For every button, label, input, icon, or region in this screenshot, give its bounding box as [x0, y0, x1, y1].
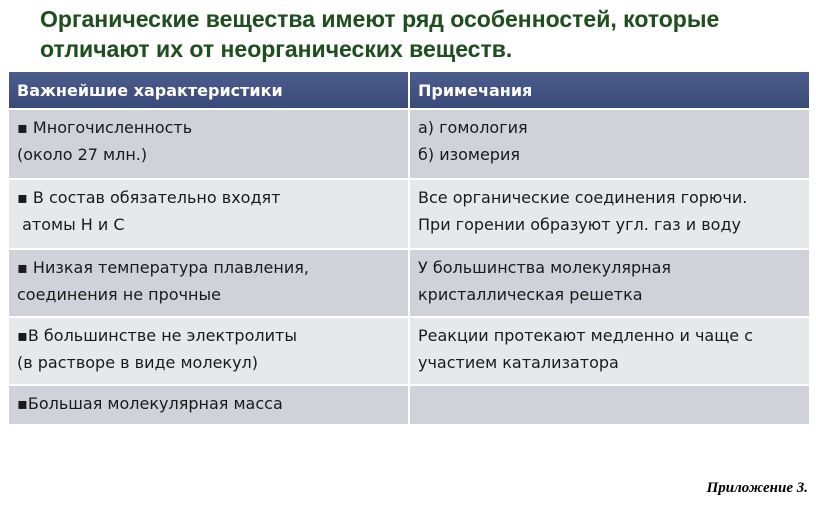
- characteristics-table: [9, 72, 809, 424]
- note-cell: [410, 178, 809, 248]
- page-title: [40, 4, 800, 64]
- cell-line: Реакции протекают медленно и чаще с: [418, 326, 754, 345]
- title-line-2: отличают их от неорганических веществ.: [40, 36, 513, 62]
- characteristic-cell: [9, 178, 410, 248]
- table-row: [9, 178, 809, 248]
- cell-line: кристаллическая решетка: [418, 285, 643, 304]
- characteristic-cell: [9, 108, 410, 178]
- header-notes: Примечания: [410, 72, 809, 108]
- table-header-row: [9, 72, 809, 108]
- cell-line: ▪ Многочисленность: [17, 118, 193, 137]
- cell-line: У большинства молекулярная: [418, 258, 672, 277]
- cell-line: (в растворе в виде молекул): [17, 353, 259, 372]
- cell-line: Все органические соединения горючи.: [418, 188, 748, 207]
- cell-line: атомы Н и С: [17, 215, 125, 234]
- title-line-1: Органические вещества имеют ряд особенностей, которые: [40, 6, 720, 32]
- header-characteristics: Важнейшие характеристики: [9, 72, 410, 108]
- cell-line: ▪В большинстве не электролиты: [17, 326, 297, 345]
- characteristic-cell: [9, 248, 410, 316]
- table-row: [9, 316, 809, 384]
- cell-line: участием катализатора: [418, 353, 619, 372]
- note-cell: [410, 384, 809, 424]
- appendix-label: Приложение 3.: [706, 480, 808, 496]
- cell-line: При горении образуют угл. газ и воду: [418, 215, 741, 234]
- cell-line: соединения не прочные: [17, 285, 221, 304]
- table-row: [9, 248, 809, 316]
- cell-line: ▪ Низкая температура плавления,: [17, 258, 309, 277]
- cell-line: а) гомология: [418, 118, 528, 137]
- cell-line: ▪Большая молекулярная масса: [17, 394, 283, 413]
- note-cell: [410, 248, 809, 316]
- note-cell: [410, 316, 809, 384]
- characteristic-cell: [9, 316, 410, 384]
- note-cell: [410, 108, 809, 178]
- characteristic-cell: [9, 384, 410, 424]
- cell-line: ▪ В состав обязательно входят: [17, 188, 281, 207]
- cell-line: (около 27 млн.): [17, 145, 148, 164]
- table-row: [9, 384, 809, 424]
- cell-line: б) изомерия: [418, 145, 520, 164]
- table-row: [9, 108, 809, 178]
